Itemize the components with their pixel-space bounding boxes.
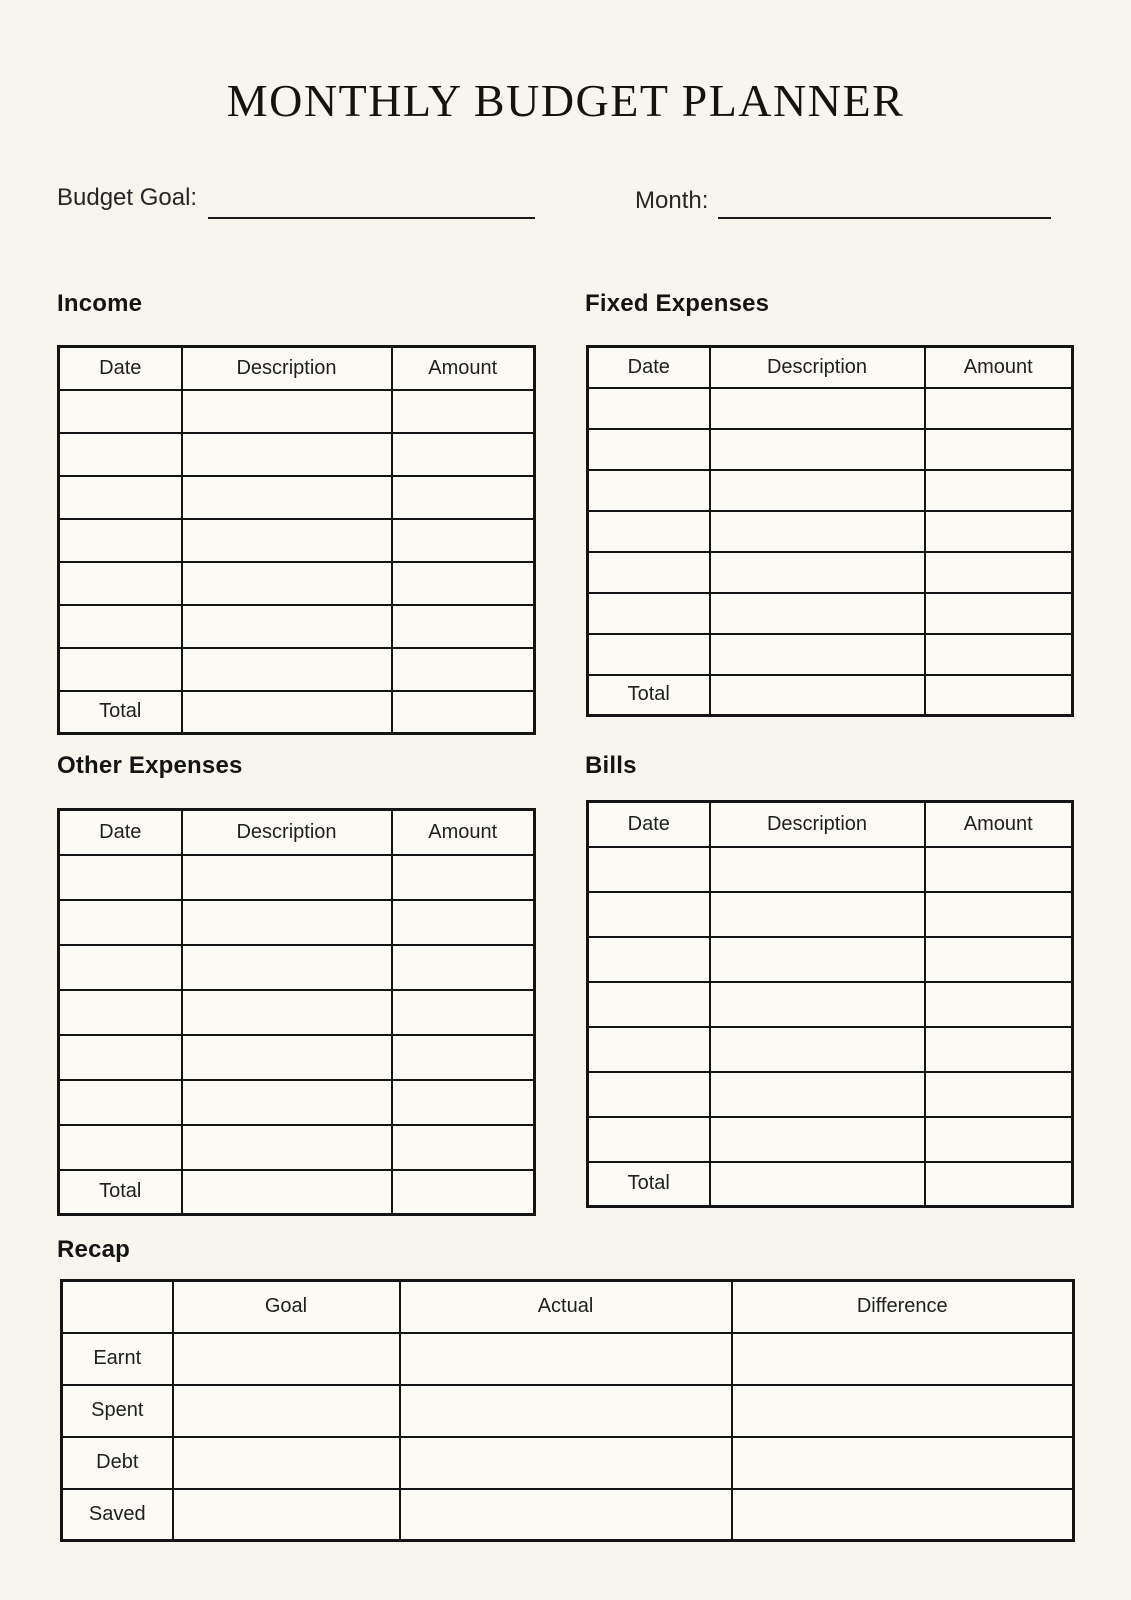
empty-cell xyxy=(392,476,535,519)
empty-cell xyxy=(392,1080,535,1125)
fixed-expenses-empty-row xyxy=(588,388,1073,429)
empty-cell xyxy=(182,1080,392,1125)
empty-cell xyxy=(925,982,1073,1027)
empty-cell xyxy=(710,593,925,634)
bills-empty-row xyxy=(588,892,1073,937)
recap-row-saved xyxy=(62,1489,1074,1541)
empty-cell xyxy=(392,945,535,990)
other-expenses-total-row xyxy=(59,1170,535,1215)
empty-cell xyxy=(710,1072,925,1117)
empty-cell xyxy=(925,634,1073,675)
income-empty-row xyxy=(59,562,535,605)
bills-empty-row xyxy=(588,1027,1073,1072)
empty-cell xyxy=(588,937,710,982)
other-expenses-empty-row xyxy=(59,1080,535,1125)
empty-cell xyxy=(182,1125,392,1170)
empty-cell xyxy=(59,476,182,519)
fixed-expenses-col-amount: Amount xyxy=(925,347,1073,388)
empty-cell xyxy=(182,900,392,945)
budget-goal-input-line[interactable] xyxy=(208,217,535,219)
empty-cell xyxy=(59,990,182,1035)
income-header-row xyxy=(59,347,535,390)
empty-cell xyxy=(59,562,182,605)
other-expenses-empty-row xyxy=(59,900,535,945)
empty-cell xyxy=(588,429,710,470)
empty-cell xyxy=(588,1072,710,1117)
empty-cell xyxy=(392,390,535,433)
empty-cell xyxy=(392,900,535,945)
other-expenses-empty-row xyxy=(59,945,535,990)
other-expenses-table xyxy=(57,808,536,1216)
empty-cell xyxy=(400,1333,732,1385)
empty-cell xyxy=(182,476,392,519)
empty-cell xyxy=(182,1170,392,1215)
empty-cell xyxy=(710,634,925,675)
bills-header-row xyxy=(588,802,1073,847)
fixed-expenses-empty-row xyxy=(588,470,1073,511)
other-expenses-total-label: Total xyxy=(59,1170,182,1215)
empty-cell xyxy=(59,648,182,691)
empty-cell xyxy=(182,433,392,476)
other-expenses-empty-row xyxy=(59,855,535,900)
income-empty-row xyxy=(59,433,535,476)
recap-col-difference: Difference xyxy=(732,1281,1074,1333)
fixed-expenses-empty-row xyxy=(588,593,1073,634)
income-empty-row xyxy=(59,605,535,648)
empty-cell xyxy=(182,605,392,648)
empty-cell xyxy=(173,1437,400,1489)
fixed-expenses-table xyxy=(586,345,1074,717)
budget-goal-label: Budget Goal: xyxy=(57,184,198,211)
empty-cell xyxy=(182,390,392,433)
bills-empty-row xyxy=(588,1072,1073,1117)
fixed-expenses-header-row xyxy=(588,347,1073,388)
empty-cell xyxy=(732,1385,1074,1437)
empty-cell xyxy=(925,1072,1073,1117)
empty-cell xyxy=(588,892,710,937)
empty-cell xyxy=(588,593,710,634)
fixed-expenses-empty-row xyxy=(588,511,1073,552)
fixed-expenses-empty-row xyxy=(588,552,1073,593)
fixed-expenses-heading: Fixed Expenses xyxy=(585,290,770,317)
other-expenses-header-row xyxy=(59,810,535,855)
empty-cell xyxy=(59,855,182,900)
other-expenses-col-date: Date xyxy=(59,810,182,855)
empty-cell xyxy=(925,1117,1073,1162)
empty-cell xyxy=(59,1035,182,1080)
income-col-date: Date xyxy=(59,347,182,390)
empty-cell xyxy=(925,892,1073,937)
empty-cell xyxy=(925,1162,1073,1207)
empty-cell xyxy=(392,1170,535,1215)
page-title: MONTHLY BUDGET PLANNER xyxy=(226,75,905,126)
income-col-amount: Amount xyxy=(392,347,535,390)
empty-cell xyxy=(588,1027,710,1072)
empty-cell xyxy=(392,648,535,691)
empty-cell xyxy=(400,1385,732,1437)
empty-cell xyxy=(710,470,925,511)
empty-cell xyxy=(182,945,392,990)
empty-cell xyxy=(925,511,1073,552)
empty-cell xyxy=(925,470,1073,511)
empty-cell xyxy=(710,552,925,593)
empty-cell xyxy=(588,1117,710,1162)
other-expenses-col-description: Description xyxy=(182,810,392,855)
empty-cell xyxy=(588,634,710,675)
empty-cell xyxy=(925,429,1073,470)
empty-cell xyxy=(400,1437,732,1489)
fixed-expenses-col-description: Description xyxy=(710,347,925,388)
empty-cell xyxy=(182,562,392,605)
income-empty-row xyxy=(59,476,535,519)
empty-cell xyxy=(59,1080,182,1125)
empty-cell xyxy=(182,990,392,1035)
empty-cell xyxy=(710,388,925,429)
empty-cell xyxy=(710,1027,925,1072)
bills-empty-row xyxy=(588,937,1073,982)
recap-row-earnt xyxy=(62,1333,1074,1385)
empty-cell xyxy=(925,552,1073,593)
empty-cell xyxy=(732,1333,1074,1385)
empty-cell xyxy=(925,388,1073,429)
bills-empty-row xyxy=(588,847,1073,892)
empty-cell xyxy=(392,562,535,605)
income-col-description: Description xyxy=(182,347,392,390)
empty-cell xyxy=(59,900,182,945)
empty-cell xyxy=(392,990,535,1035)
other-expenses-col-amount: Amount xyxy=(392,810,535,855)
empty-cell xyxy=(173,1333,400,1385)
empty-cell xyxy=(588,511,710,552)
bills-col-description: Description xyxy=(710,802,925,847)
empty-cell xyxy=(59,519,182,562)
empty-cell xyxy=(925,675,1073,716)
empty-cell xyxy=(59,390,182,433)
other-expenses-empty-row xyxy=(59,990,535,1035)
empty-cell xyxy=(710,847,925,892)
recap-col-goal: Goal xyxy=(173,1281,400,1333)
fixed-expenses-empty-row xyxy=(588,634,1073,675)
income-empty-row xyxy=(59,648,535,691)
empty-cell xyxy=(925,937,1073,982)
recap-row-spent xyxy=(62,1385,1074,1437)
empty-cell xyxy=(182,648,392,691)
bills-total-row xyxy=(588,1162,1073,1207)
empty-cell xyxy=(710,1162,925,1207)
empty-cell xyxy=(392,605,535,648)
fixed-expenses-total-row xyxy=(588,675,1073,716)
empty-cell xyxy=(588,388,710,429)
empty-cell xyxy=(710,892,925,937)
empty-cell xyxy=(732,1489,1074,1541)
recap-heading: Recap xyxy=(57,1236,131,1263)
empty-cell xyxy=(392,1125,535,1170)
income-total-row xyxy=(59,691,535,734)
income-table xyxy=(57,345,536,735)
empty-cell xyxy=(925,1027,1073,1072)
empty-cell xyxy=(59,605,182,648)
empty-cell xyxy=(182,1035,392,1080)
empty-cell xyxy=(732,1437,1074,1489)
fixed-expenses-empty-row xyxy=(588,429,1073,470)
income-total-label: Total xyxy=(59,691,182,734)
empty-cell xyxy=(182,855,392,900)
recap-row-debt xyxy=(62,1437,1074,1489)
empty-cell xyxy=(173,1489,400,1541)
empty-cell xyxy=(392,691,535,734)
empty-cell xyxy=(392,433,535,476)
bills-empty-row xyxy=(588,1117,1073,1162)
bills-table xyxy=(586,800,1074,1208)
empty-cell xyxy=(392,1035,535,1080)
empty-cell xyxy=(710,1117,925,1162)
fixed-expenses-total-label: Total xyxy=(588,675,710,716)
recap-label-spent: Spent xyxy=(62,1385,173,1437)
empty-cell xyxy=(182,691,392,734)
empty-cell xyxy=(710,675,925,716)
recap-header-row xyxy=(62,1281,1074,1333)
empty-cell xyxy=(392,519,535,562)
other-expenses-empty-row xyxy=(59,1125,535,1170)
empty-cell xyxy=(59,1125,182,1170)
empty-cell xyxy=(59,433,182,476)
empty-cell xyxy=(59,945,182,990)
empty-cell xyxy=(62,1281,173,1333)
recap-label-saved: Saved xyxy=(62,1489,173,1541)
empty-cell xyxy=(925,847,1073,892)
empty-cell xyxy=(400,1489,732,1541)
empty-cell xyxy=(392,855,535,900)
empty-cell xyxy=(588,847,710,892)
empty-cell xyxy=(588,470,710,511)
empty-cell xyxy=(710,511,925,552)
recap-label-debt: Debt xyxy=(62,1437,173,1489)
empty-cell xyxy=(588,552,710,593)
empty-cell xyxy=(182,519,392,562)
bills-col-date: Date xyxy=(588,802,710,847)
other-expenses-empty-row xyxy=(59,1035,535,1080)
bills-col-amount: Amount xyxy=(925,802,1073,847)
month-input-line[interactable] xyxy=(718,217,1051,219)
empty-cell xyxy=(710,937,925,982)
recap-col-actual: Actual xyxy=(400,1281,732,1333)
income-heading: Income xyxy=(57,290,143,317)
recap-label-earnt: Earnt xyxy=(62,1333,173,1385)
empty-cell xyxy=(925,593,1073,634)
empty-cell xyxy=(173,1385,400,1437)
other-expenses-heading: Other Expenses xyxy=(57,752,243,779)
empty-cell xyxy=(710,429,925,470)
fixed-expenses-col-date: Date xyxy=(588,347,710,388)
bills-total-label: Total xyxy=(588,1162,710,1207)
month-label: Month: xyxy=(635,187,709,214)
empty-cell xyxy=(710,982,925,1027)
bills-heading: Bills xyxy=(585,752,637,779)
empty-cell xyxy=(588,982,710,1027)
income-empty-row xyxy=(59,519,535,562)
recap-table xyxy=(60,1279,1075,1542)
bills-empty-row xyxy=(588,982,1073,1027)
income-empty-row xyxy=(59,390,535,433)
